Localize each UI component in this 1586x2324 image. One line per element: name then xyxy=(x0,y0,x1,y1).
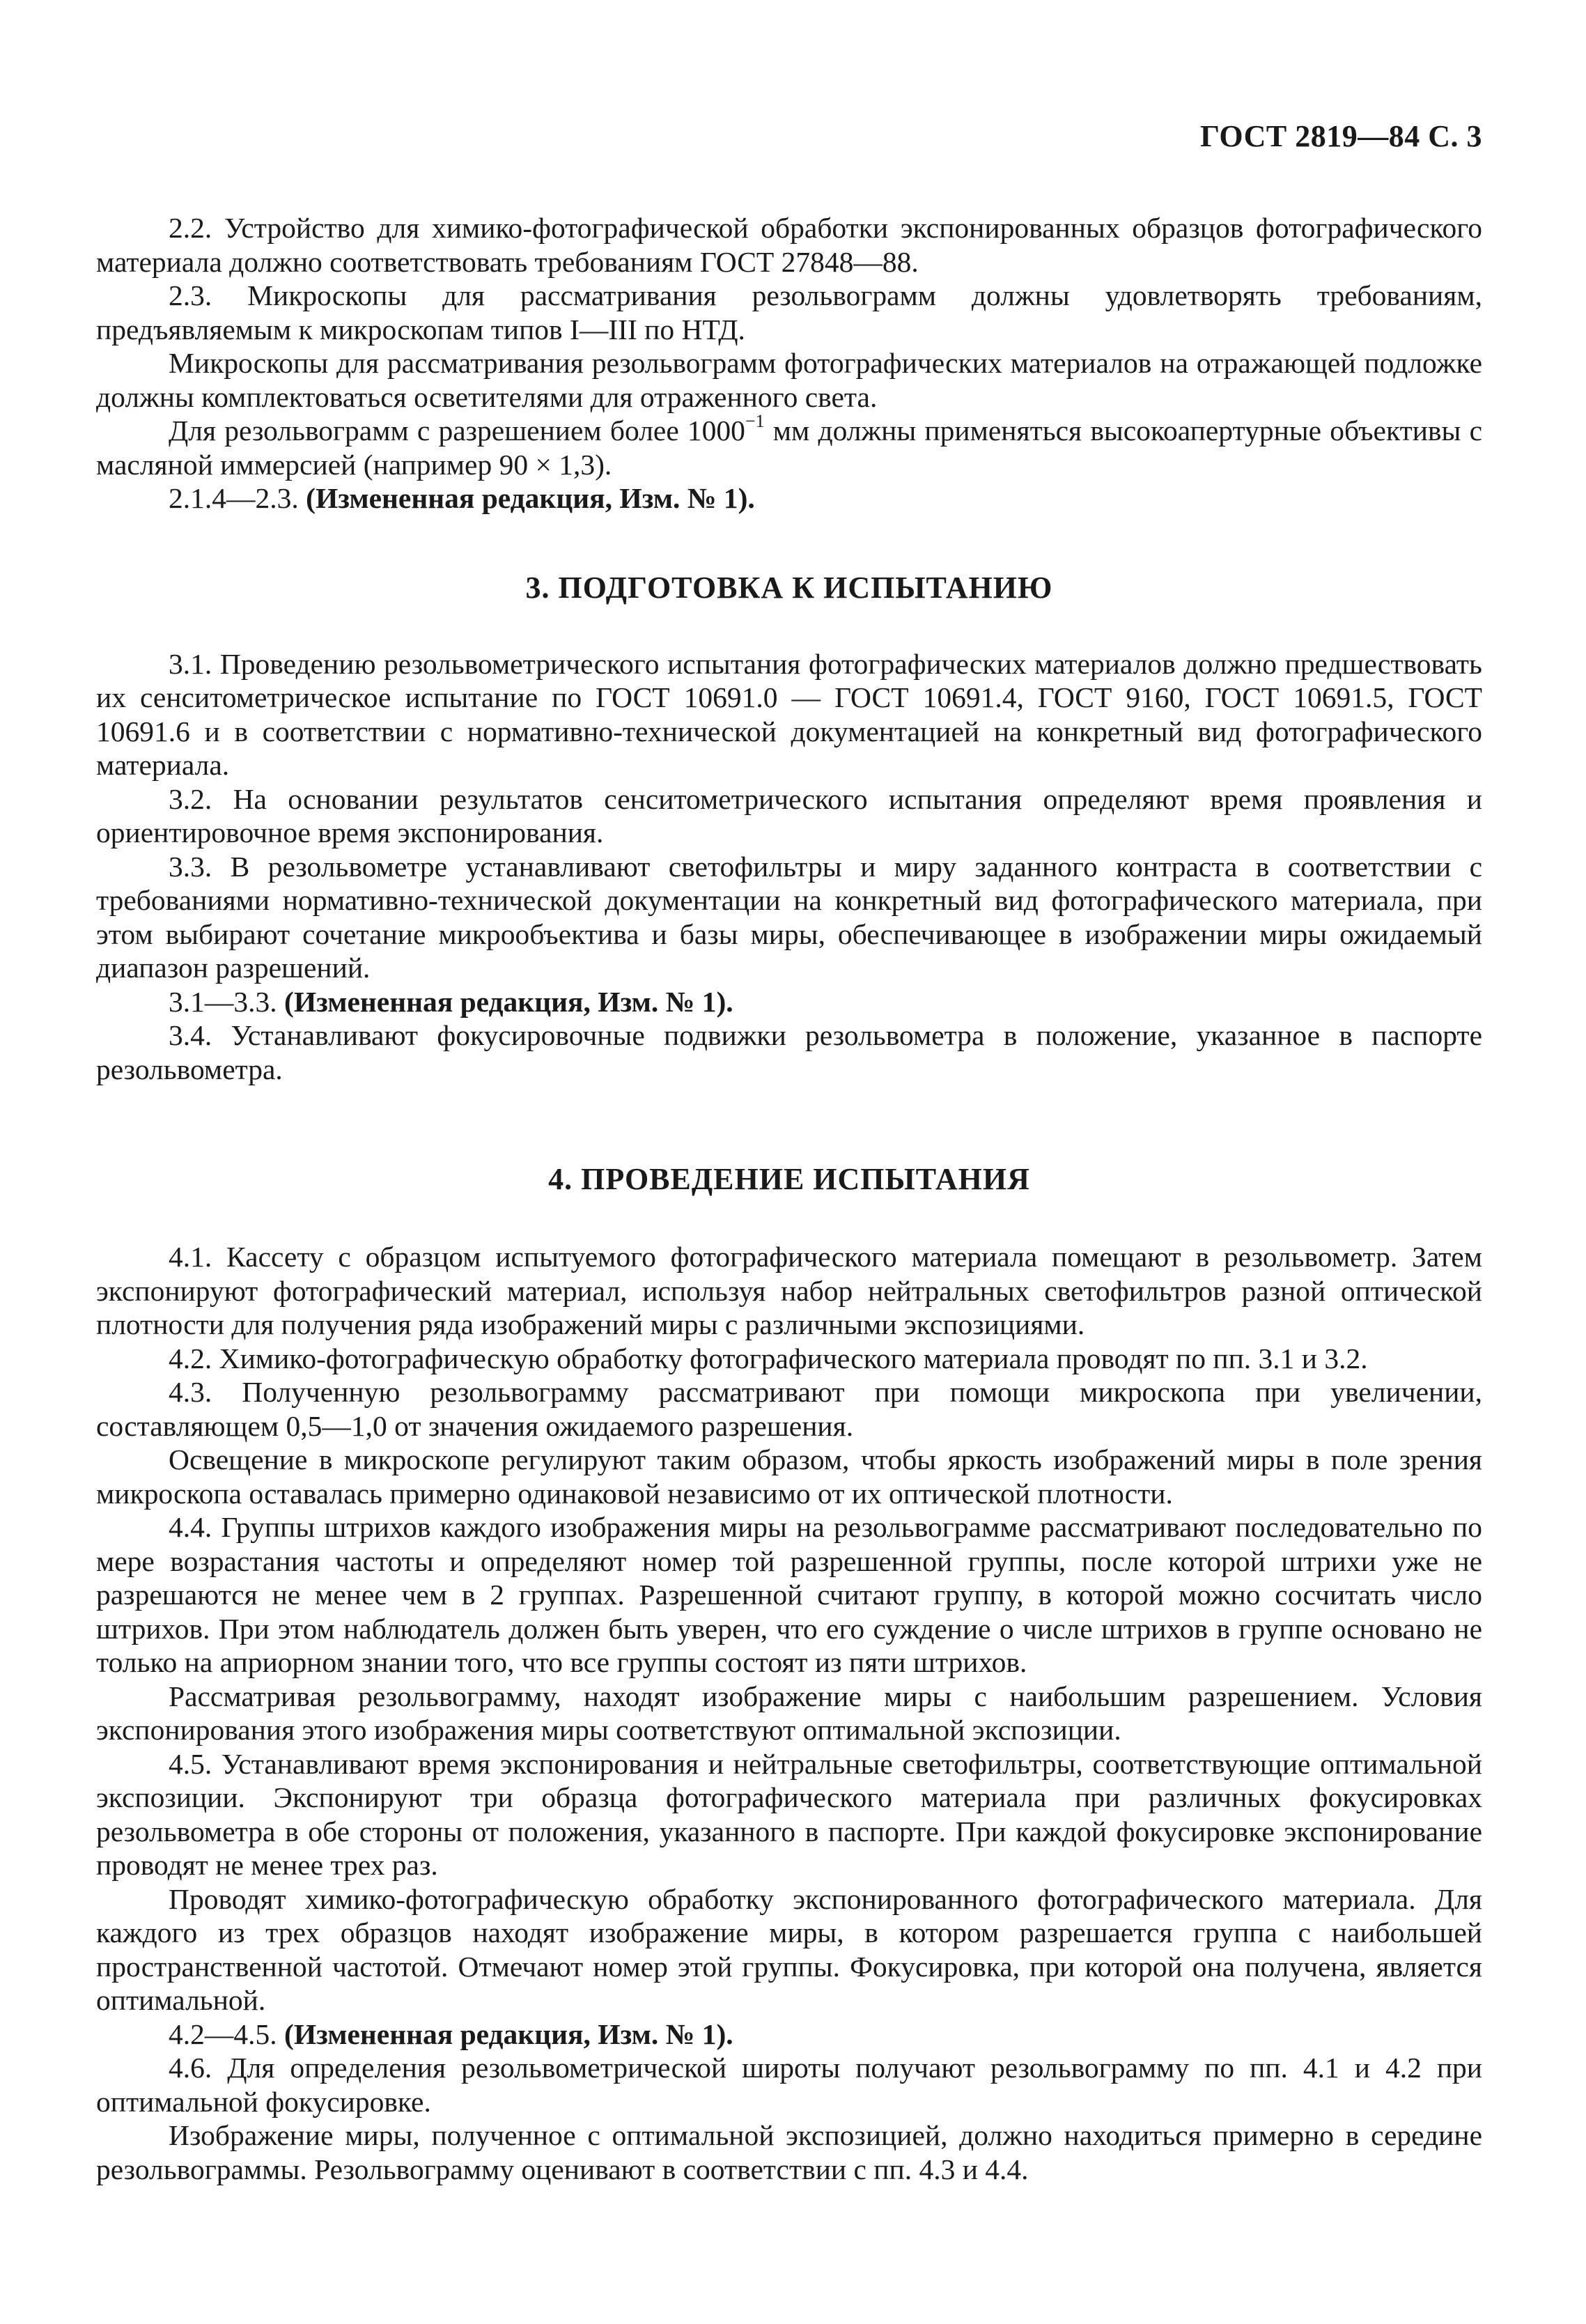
paragraph-4-5-processing: Проводят химико-фотографическую обработку экспонированного фотографического материала. Для каждого из трех образцов находят изображение миры, в котором разрешается группа с наибольшей пространственной частотой. Отмечают номер этой группы. Фокусировка, при которой она получена, является оптимальной. xyxy=(96,1882,1482,2016)
paragraph-4-3-lighting: Освещение в микроскопе регулируют таким образом, чтобы яркость изображений миры в поле зрения микроскопа оставалась примерно одинаковой независимо от их оптической плотности. xyxy=(96,1443,1482,1510)
paragraph-3-4: 3.4. Устанавливают фокусировочные подвижки резольвометра в положение, указанное в паспорте резольвометра. xyxy=(96,1019,1482,1085)
page-header: ГОСТ 2819—84 С. 3 xyxy=(1199,119,1482,153)
paragraph-4-2: 4.2. Химико-фотографическую обработку фотографического материала проводят по пп. 3.1 и 3.2. xyxy=(169,1342,1368,1374)
section-3-body xyxy=(96,647,1482,1087)
amendment-range: 2.1.4—2.3. xyxy=(169,482,306,514)
objectives-text-end: мм должны применяться высокоапертурные объективы с масляной иммерсией (например 90 × 1,3). xyxy=(96,415,1482,481)
paragraph-4-3: 4.3. Полученную резольвограмму рассматривают при помощи микроскопа при увеличении, составляющем 0,5—1,0 от значения ожидаемого разрешения. xyxy=(96,1376,1482,1442)
paragraph-4-5: 4.5. Устанавливают время экспонирования и нейтральные светофильтры, соответствующие оптимальной экспозиции. Экспонируют три образца фотографического материала при различных фокусировках резольвометра в обе стороны от положения, указанного в паспорте. При каждой фокусировке экспонирование проводят не менее трех раз. xyxy=(96,1747,1482,1881)
paragraph-4-4: 4.4. Группы штрихов каждого изображения миры на резольвограмме рассматривают последовательно по мере возрастания частоты и определяют номер той разрешенной группы, после которой штрихи уже не разрешаются не менее чем в 2 группах. Разрешенной считают группу, в которой можно сосчитать число штрихов. При этом наблюдатель должен быть уверен, что его суждение о числе штрихов в группе основано не только на априорном знании того, что все группы состоят из пяти штрихов. xyxy=(96,1511,1482,1678)
section-2-body xyxy=(96,211,1482,516)
paragraph-4-1: 4.1. Кассету с образцом испытуемого фотографического материала помещают в резольвометр. Затем экспонируют фотографический материал, используя набор нейтральных светофильтров разной оптической плотности для получения ряда изображений миры с различными экспозициями. xyxy=(96,1241,1482,1340)
amendment-note-4 xyxy=(96,2017,1482,2052)
paragraph-2-3: 2.3. Микроскопы для рассматривания резольвограмм должны удовлетворять требованиям, предъявляемым к микроскопам типов I—III по НТД. xyxy=(96,279,1482,346)
section-4-body xyxy=(96,1240,1482,2186)
paragraph-2-2: 2.2. Устройство для химико-фотографической обработки экспонированных образцов фотографического материала должно соответствовать требованиям ГОСТ 27848—88. xyxy=(96,212,1482,278)
amendment-text: (Измененная редакция, Изм. № 1). xyxy=(306,482,755,514)
paragraph-3-3: 3.3. В резольвометре устанавливают светофильтры и миру заданного контраста в соответствии с требованиями нормативно-технической документации на конкретный вид фотографического материала, при этом выбирают сочетание микрообъектива и базы миры, обеспечивающее в изображении миры ожидаемый диапазон разрешений. xyxy=(96,850,1482,984)
paragraph-2-3-microscopes: Микроскопы для рассматривания резольвограмм фотографических материалов на отражающей подложке должны комплектоваться осветителями для отраженного света. xyxy=(96,347,1482,413)
exponent: −1 xyxy=(745,411,765,432)
amendment-text: (Измененная редакция, Изм. № 1). xyxy=(284,985,733,1018)
paragraph-4-6-image: Изображение миры, полученное с оптимальной экспозицией, должно находиться примерно в середине резольвограммы. Резольвограмму оценивают в соответствии с пп. 4.3 и 4.4. xyxy=(96,2119,1482,2185)
amendment-range: 4.2—4.5. xyxy=(169,2017,284,2050)
amendment-note-3 xyxy=(96,985,1482,1019)
amendment-range: 3.1—3.3. xyxy=(169,985,284,1018)
paragraph-3-1: 3.1. Проведению резольвометрического испытания фотографических материалов должно предшествовать их сенситометрическое испытание по ГОСТ 10691.0 — ГОСТ 10691.4, ГОСТ 9160, ГОСТ 10691.5, ГОСТ 10691.6 и в соответствии с нормативно-технической документацией на конкретный вид фотографического материала. xyxy=(96,647,1482,781)
paragraph-3-2: 3.2. На основании результатов сенситометрического испытания определяют время проявления и ориентировочное время экспонирования. xyxy=(96,782,1482,849)
amendment-note-2 xyxy=(96,481,1482,516)
amendment-text: (Измененная редакция, Изм. № 1). xyxy=(284,2017,733,2050)
objectives-text-start: Для резольвограмм с разрешением более 1000 xyxy=(169,415,745,447)
section-3-title: 3. ПОДГОТОВКА К ИСПЫТАНИЮ xyxy=(525,570,1053,605)
document-page xyxy=(96,118,1482,2186)
section-4-title: 4. ПРОВЕДЕНИЕ ИСПЫТАНИЯ xyxy=(548,1162,1030,1196)
paragraph-4-4-result: Рассматривая резольвограмму, находят изображение миры с наибольшим разрешением. Условия экспонирования этого изображения миры соответствуют оптимальной экспозиции. xyxy=(96,1680,1482,1746)
paragraph-2-3-objectives xyxy=(96,411,1482,481)
paragraph-4-6: 4.6. Для определения резольвометрической широты получают резольвограмму по пп. 4.1 и 4.2 при оптимальной фокусировке. xyxy=(96,2052,1482,2118)
